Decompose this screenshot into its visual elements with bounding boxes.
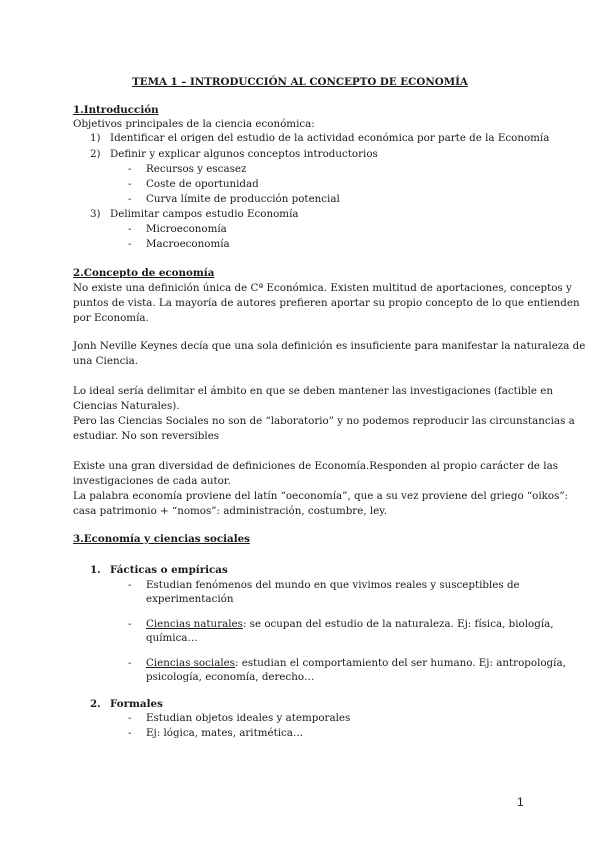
dash-bullet: -	[128, 178, 132, 190]
bullet-line: Ej: lógica, mates, aritmética…	[146, 727, 304, 739]
sub-list-item: Curva límite de producción potencial	[146, 193, 340, 205]
list-number: 2)	[90, 148, 101, 160]
dash-bullet: -	[128, 727, 132, 739]
paragraph-line: por Economía.	[73, 312, 149, 324]
category-number: 2.	[90, 698, 101, 710]
bullet-line: química…	[146, 632, 198, 644]
sub-list-item: Recursos y escasez	[146, 163, 247, 175]
paragraph-line: casa patrimonio + “nomos”: administración, costumbre, ley.	[73, 505, 387, 517]
term-definition: : se ocupan del estudio de la naturaleza. Ej: física, biología,	[242, 618, 554, 630]
section-3-heading: 3.Economía y ciencias sociales	[73, 533, 250, 545]
page-number: 1	[517, 795, 524, 809]
dash-bullet: -	[128, 579, 132, 591]
list-number: 3)	[90, 208, 101, 220]
paragraph-line: Ciencias Naturales).	[73, 400, 180, 412]
paragraph-line: Existe una gran diversidad de definiciones de Economía.Responden al propio carácter de las	[73, 460, 558, 472]
bullet-line	[146, 656, 566, 670]
term-definition: : estudian el comportamiento del ser humano. Ej: antropología,	[235, 657, 566, 669]
list-item: Identificar el origen del estudio de la actividad económica por parte de la Economía	[110, 132, 550, 144]
bullet-line: Estudian objetos ideales y atemporales	[146, 712, 351, 724]
term-ciencias-sociales: Ciencias sociales	[146, 657, 236, 669]
dash-bullet: -	[128, 193, 132, 205]
section-1-heading: 1.Introducción	[73, 104, 159, 116]
paragraph-line: estudiar. No son reversibles	[73, 430, 220, 442]
category-title: Formales	[110, 698, 163, 710]
dash-bullet: -	[128, 618, 132, 630]
section-1-intro: Objetivos principales de la ciencia económica:	[73, 118, 315, 130]
paragraph-line: No existe una definición única de Cª Económica. Existen multitud de aportaciones, conceptos y	[73, 282, 572, 294]
paragraph-line: Pero las Ciencias Sociales no son de “laboratorio” y no podemos reproducir las circunstancias a	[73, 415, 575, 427]
bullet-line: psicología, economía, derecho…	[146, 671, 315, 683]
paragraph-line: Lo ideal sería delimitar el ámbito en que se deben mantener las investigaciones (factible en	[73, 385, 554, 397]
list-number: 1)	[90, 132, 101, 144]
sub-list-item: Microeconomía	[146, 223, 227, 235]
bullet-line	[146, 617, 554, 631]
paragraph-line: La palabra economía proviene del latín “oeconomía”, que a su vez proviene del griego “oikos”:	[73, 490, 569, 502]
dash-bullet: -	[128, 712, 132, 724]
paragraph-line: puntos de vista. La mayoría de autores prefieren aportar su propio concepto de lo que entienden	[73, 297, 580, 309]
paragraph-line: una Ciencia.	[73, 355, 139, 367]
dash-bullet: -	[128, 238, 132, 250]
sub-list-item: Macroeconomía	[146, 238, 230, 250]
paragraph-line: Jonh Neville Keynes decía que una sola definición es insuficiente para manifestar la naturaleza de	[73, 340, 586, 352]
bullet-line: experimentación	[146, 593, 234, 605]
dash-bullet: -	[128, 163, 132, 175]
paragraph-line: investigaciones de cada autor.	[73, 475, 231, 487]
dash-bullet: -	[128, 223, 132, 235]
list-item: Delimitar campos estudio Economía	[110, 208, 299, 220]
sub-list-item: Coste de oportunidad	[146, 178, 259, 190]
bullet-line: Estudian fenómenos del mundo en que vivimos reales y susceptibles de	[146, 579, 520, 591]
section-2-heading: 2.Concepto de economía	[73, 267, 215, 279]
term-ciencias-naturales: Ciencias naturales	[146, 618, 243, 630]
dash-bullet: -	[128, 657, 132, 669]
category-number: 1.	[90, 564, 101, 576]
category-title: Fácticas o empíricas	[110, 564, 228, 576]
document-title: TEMA 1 – INTRODUCCIÓN AL CONCEPTO DE ECONOMÍA	[132, 76, 468, 88]
list-item: Definir y explicar algunos conceptos introductorios	[110, 148, 378, 160]
